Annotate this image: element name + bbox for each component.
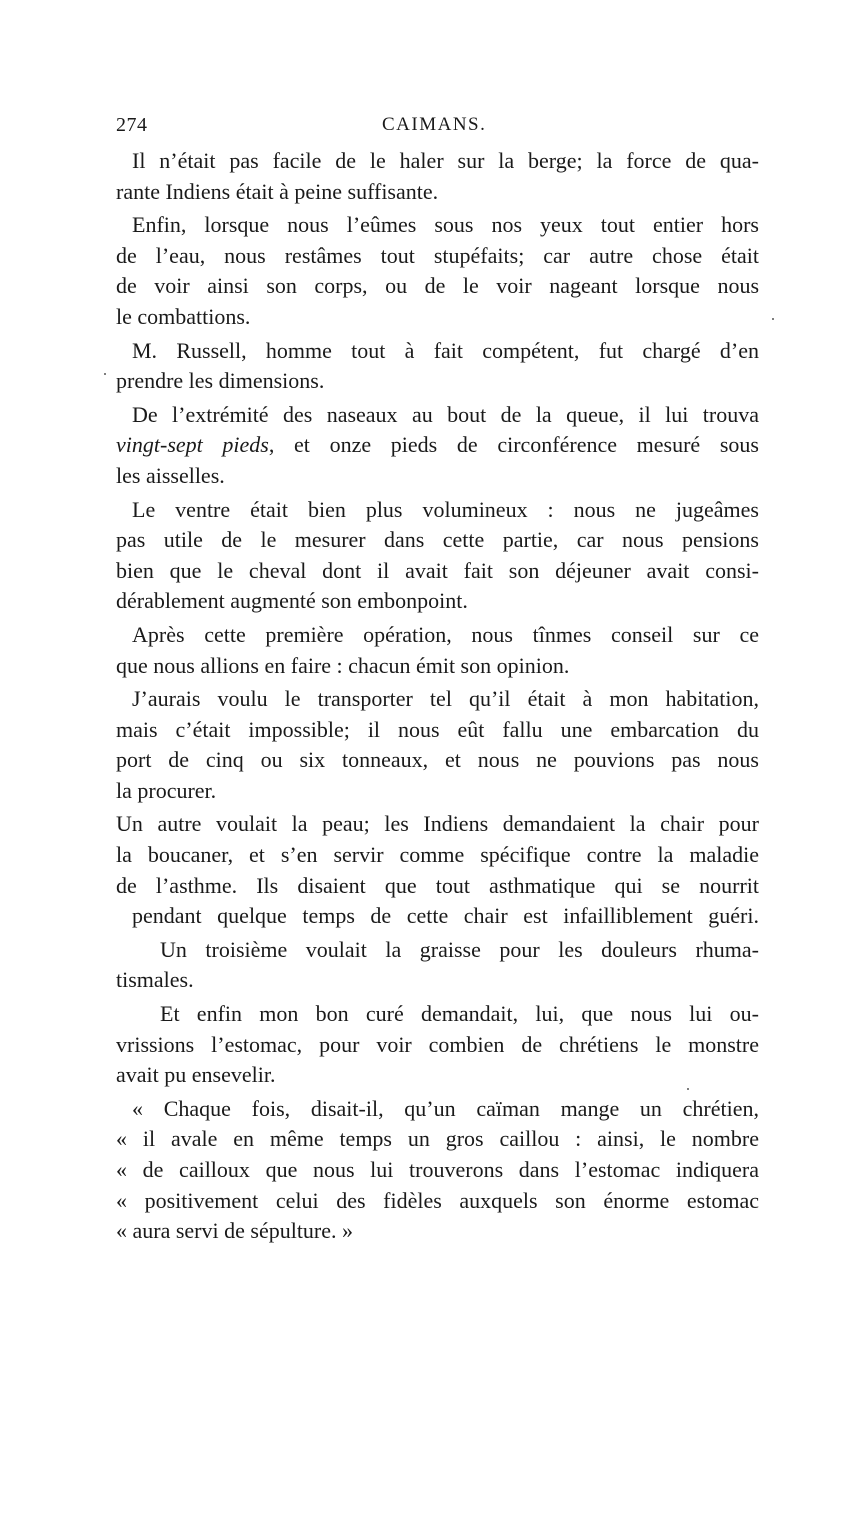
- text-line: de l’asthme. Ils disaient que tout asthmatique qui se nourrit: [116, 872, 759, 898]
- text-line: que nous allions en faire : chacun émit son opinion.: [116, 652, 570, 678]
- text-line: dérablement augmenté son embonpoint.: [116, 588, 468, 614]
- text-line: « il avale en même temps un gros caillou : ainsi, le nombre: [116, 1126, 759, 1152]
- text-line: tismales.: [116, 967, 194, 993]
- print-speck: [687, 1088, 689, 1090]
- text-line: pendant quelque temps de cette chair est infailliblement guéri.: [132, 903, 759, 929]
- text-line: de l’eau, nous restâmes tout stupéfaits; car autre chose était: [116, 242, 759, 268]
- text-line: Un autre voulait la peau; les Indiens demandaient la chair pour: [116, 811, 759, 837]
- text-line-continuation: , et onze pieds de circonférence mesuré sous: [268, 432, 759, 458]
- text-line: De l’extrémité des naseaux au bout de la queue, il lui trouva: [132, 401, 759, 427]
- text-line: la procurer.: [116, 777, 217, 803]
- text-line: [116, 430, 759, 461]
- text-line: « Chaque fois, disait-il, qu’un caïman mange un chrétien,: [132, 1095, 759, 1121]
- text-line: M. Russell, homme tout à fait compétent, fut chargé d’en: [132, 337, 759, 363]
- running-title: CAIMANS.: [382, 114, 487, 135]
- text-line: Après cette première opération, nous tînmes conseil sur ce: [132, 621, 759, 647]
- text-line: « positivement celui des fidèles auxquels son énorme estomac: [116, 1187, 759, 1213]
- text-line: de voir ainsi son corps, ou de le voir nageant lorsque nous: [116, 273, 759, 299]
- text-line: Et enfin mon bon curé demandait, lui, que nous lui ou-: [160, 1001, 759, 1027]
- text-line: Il n’était pas facile de le haler sur la berge; la force de qua-: [132, 148, 759, 173]
- text-line: bien que le cheval dont il avait fait son déjeuner avait consi-: [116, 557, 759, 583]
- body-text: [116, 146, 759, 1247]
- text-line: mais c’était impossible; il nous eût fallu une embarcation du: [116, 716, 759, 742]
- text-line: port de cinq ou six tonneaux, et nous ne pouvions pas nous: [116, 747, 759, 773]
- text-line: pas utile de le mesurer dans cette partie, car nous pensions: [116, 527, 759, 553]
- text-line: Un troisième voulait la graisse pour les douleurs rhuma-: [160, 936, 759, 962]
- italic-phrase: vingt-sept pieds: [116, 432, 269, 458]
- print-speck: [772, 318, 774, 320]
- text-line: « de cailloux que nous lui trouverons dans l’estomac indiquera: [116, 1157, 759, 1182]
- text-line: J’aurais voulu le transporter tel qu’il était à mon habitation,: [132, 686, 759, 712]
- running-head: [116, 114, 756, 144]
- page-number: 274: [116, 114, 148, 136]
- print-speck: [104, 373, 106, 375]
- text-line: avait pu ensevelir.: [116, 1062, 276, 1088]
- text-line: les aisselles.: [116, 462, 225, 488]
- text-line: « aura servi de sépulture. »: [116, 1218, 354, 1244]
- text-line: vrissions l’estomac, pour voir combien de chrétiens le monstre: [116, 1031, 759, 1057]
- text-line: Le ventre était bien plus volumineux : nous ne jugeâmes: [132, 496, 759, 522]
- text-line: Enfin, lorsque nous l’eûmes sous nos yeux tout entier hors: [132, 212, 759, 238]
- text-line: la boucaner, et s’en servir comme spécifique contre la maladie: [116, 842, 759, 868]
- text-line: prendre les dimensions.: [116, 368, 325, 394]
- text-line: rante Indiens était à peine suffisante.: [116, 178, 439, 204]
- text-line: le combattions.: [116, 303, 251, 329]
